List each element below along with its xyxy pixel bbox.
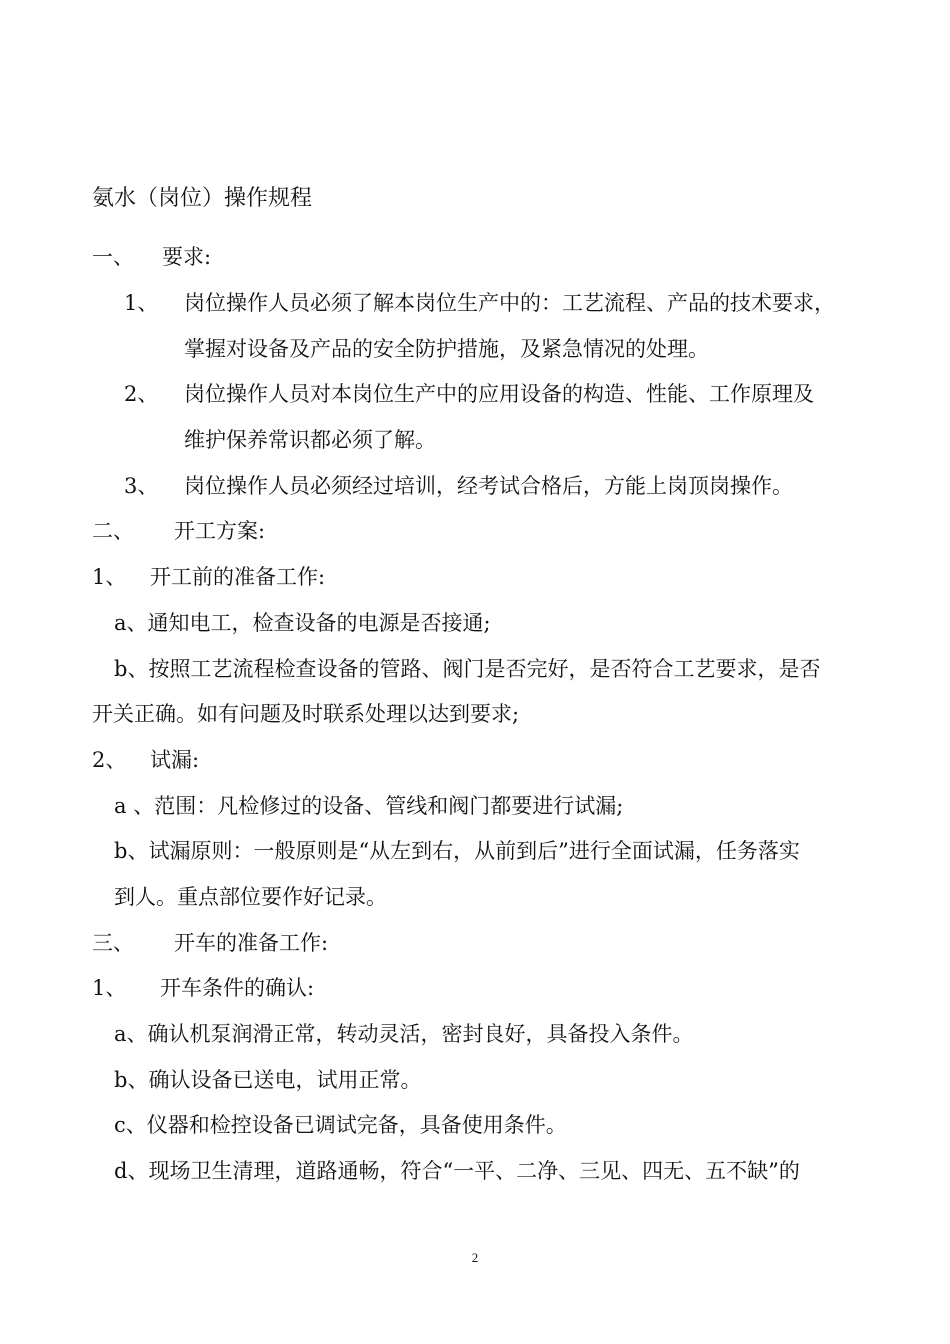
page-number: 2 [471,1250,479,1265]
subsection-number: 1、 [92,565,127,589]
step-3-1-c: c、仪器和检控设备已调试完备，具备使用条件。 [114,1113,567,1137]
step-2-1-b: b、按照工艺流程检查设备的管路、阀门是否完好，是否符合工艺要求，是否 [114,657,821,681]
subsection-title: 开工前的准备工作: [150,565,326,589]
step-2-2-a: a 、范围：凡检修过的设备、管线和阀门都要进行试漏; [114,794,624,818]
step-2-2-b: b、试漏原则：一般原则是“从左到右，从前到后”进行全面试漏，任务落实 [114,839,800,863]
section-2-heading [92,518,265,544]
section-marker: 一、 [92,245,134,269]
item-number: 1、 [124,291,159,315]
list-item-2-continued: 维护保养常识都必须了解。 [184,428,436,452]
section-title: 要求: [162,245,212,269]
subsection-number: 1、 [92,976,127,1000]
subsection-2-2-heading [92,747,199,773]
document-title: 氨水（岗位）操作规程 [92,186,313,211]
step-2-1-b-continued: 开关正确。如有问题及时联系处理以达到要求; [92,702,520,726]
step-3-1-d: d、现场卫生清理，道路通畅，符合“一平、二净、三见、四无、五不缺”的 [114,1159,800,1183]
section-1-heading [92,244,211,270]
subsection-2-1-heading [92,564,325,590]
list-item-1 [124,290,835,316]
section-title: 开车的准备工作: [174,931,329,955]
item-number: 3、 [124,474,159,498]
subsection-3-1-heading [92,975,314,1001]
list-item-1-continued: 掌握对设备及产品的安全防护措施，及紧急情况的处理。 [184,337,709,361]
list-item-3 [124,473,793,499]
list-item-2 [124,381,814,407]
step-3-1-b: b、确认设备已送电，试用正常。 [114,1068,422,1092]
section-3-heading [92,930,328,956]
subsection-number: 2、 [92,748,127,772]
item-number: 2、 [124,382,159,406]
section-marker: 三、 [92,931,134,955]
section-marker: 二、 [92,519,134,543]
step-2-1-a: a、通知电工，检查设备的电源是否接通; [114,611,491,635]
step-2-2-b-continued: 到人。重点部位要作好记录。 [114,885,387,909]
step-3-1-a: a、确认机泵润滑正常，转动灵活，密封良好，具备投入条件。 [114,1022,694,1046]
item-text: 岗位操作人员必须了解本岗位生产中的：工艺流程、产品的技术要求， [184,291,835,315]
item-text: 岗位操作人员对本岗位生产中的应用设备的构造、性能、工作原理及 [184,382,814,406]
section-title: 开工方案: [174,519,266,543]
subsection-title: 开车条件的确认: [160,976,315,1000]
subsection-title: 试漏: [150,748,200,772]
item-text: 岗位操作人员必须经过培训，经考试合格后，方能上岗顶岗操作。 [184,474,793,498]
